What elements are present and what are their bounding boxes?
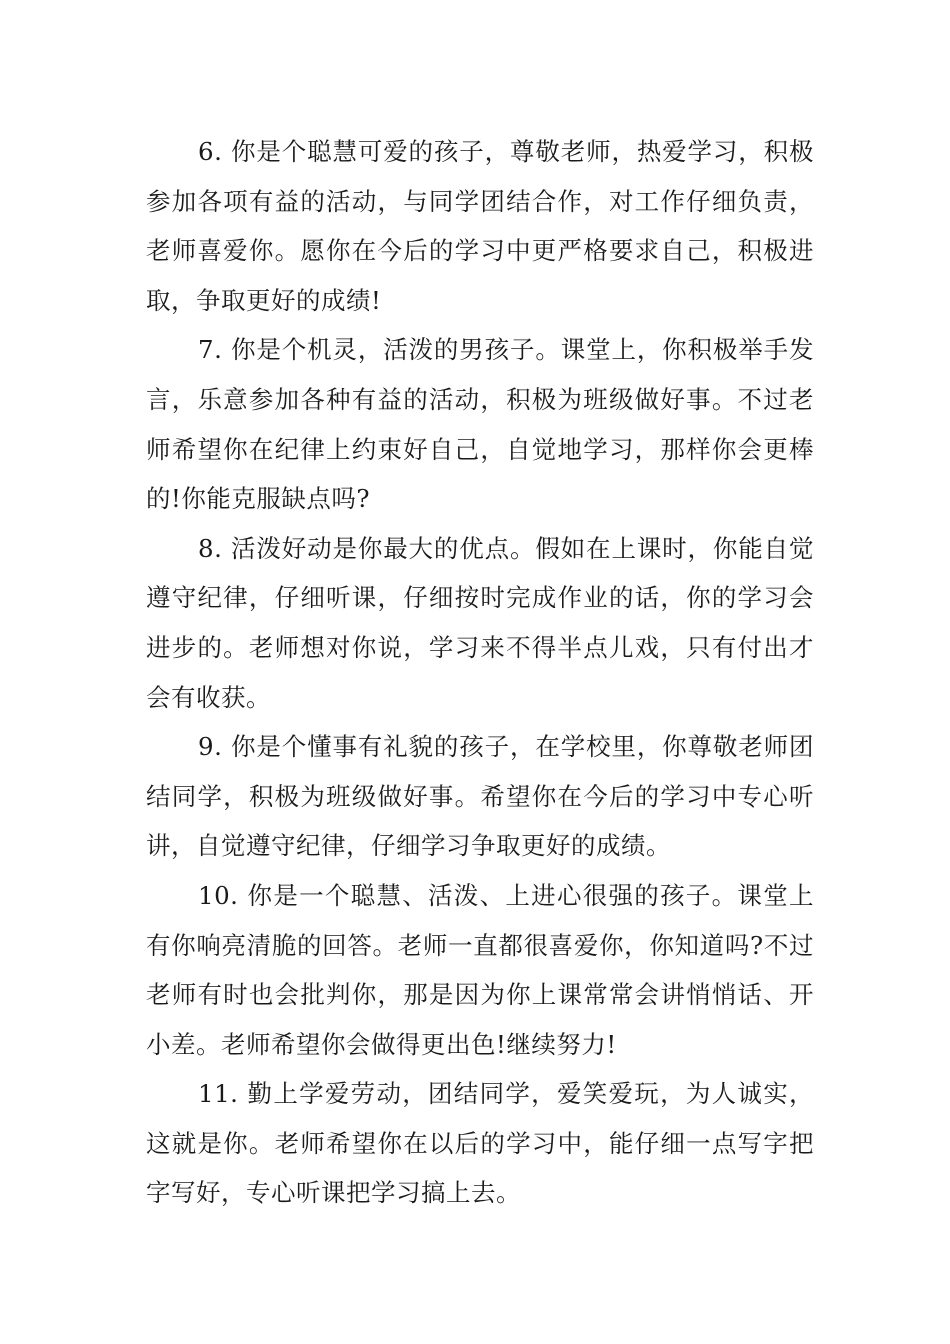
comment-paragraph-11: 11. 勤上学爱劳动，团结同学，爱笑爱玩，为人诚实，这就是你。老师希望你在以后的学习中，能仔细一点写字把字写好，专心听课把学习搞上去。 <box>146 1079 814 1208</box>
comment-paragraph-7: 7. 你是个机灵，活泼的男孩子。课堂上，你积极举手发言，乐意参加各种有益的活动，积极为班级做好事。不过老师希望你在纪律上约束好自己，自觉地学习，那样你会更棒的!你能克服缺点吗? <box>146 335 814 514</box>
comment-paragraph-10: 10. 你是一个聪慧、活泼、上进心很强的孩子。课堂上有你响亮清脆的回答。老师一直都很喜爱你，你知道吗?不过老师有时也会批判你，那是因为你上课常常会讲悄悄话、开小差。老师希望你会做得更出色!继续努力! <box>146 880 814 1059</box>
comment-paragraph-6: 6. 你是个聪慧可爱的孩子，尊敬老师，热爱学习，积极参加各项有益的活动，与同学团结合作，对工作仔细负责，老师喜爱你。愿你在今后的学习中更严格要求自己，积极进取，争取更好的成绩! <box>146 137 814 315</box>
document-body <box>146 127 814 1218</box>
comment-paragraph-9: 9. 你是个懂事有礼貌的孩子，在学校里，你尊敬老师团结同学，积极为班级做好事。希望你在今后的学习中专心听讲，自觉遵守纪律，仔细学习争取更好的成绩。 <box>146 732 814 861</box>
comment-paragraph-8: 8. 活泼好动是你最大的优点。假如在上课时，你能自觉遵守纪律，仔细听课，仔细按时完成作业的话，你的学习会进步的。老师想对你说，学习来不得半点儿戏，只有付出才会有收获。 <box>146 533 814 712</box>
